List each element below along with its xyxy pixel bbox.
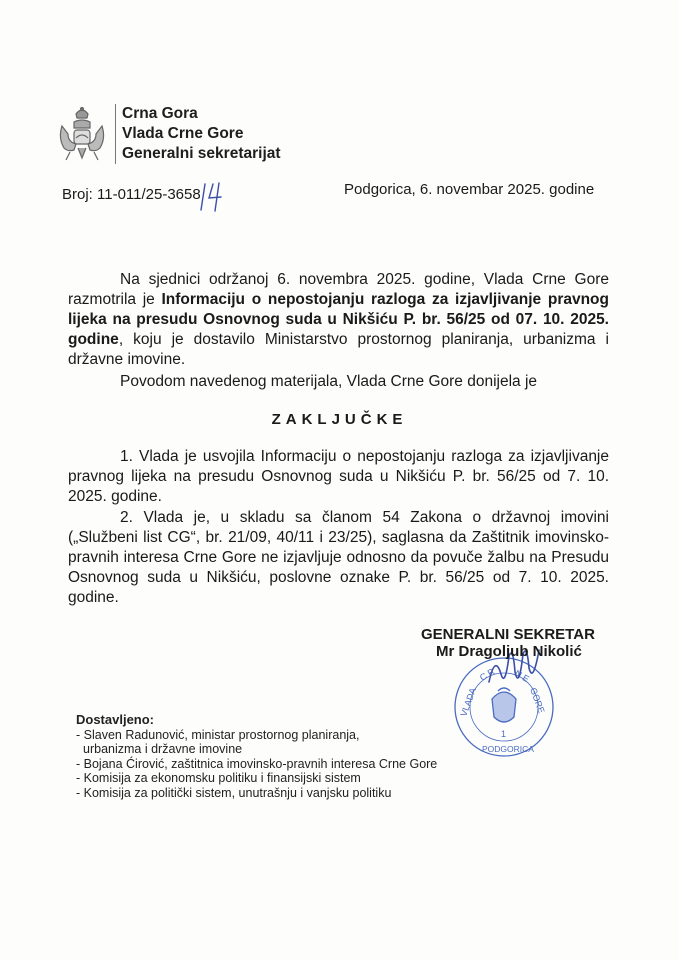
distribution-item-continued: urbanizma i državne imovine: [83, 742, 243, 756]
distribution-title: Dostavljeno:: [76, 712, 155, 727]
place-and-date: Podgorica, 6. novembar 2025. godine: [344, 181, 595, 198]
svg-text:1: 1: [501, 729, 507, 739]
svg-text:N E: N E: [513, 668, 532, 685]
distribution-list: [76, 713, 437, 800]
conclusion-item: [68, 447, 609, 507]
header-divider: [115, 104, 116, 164]
distribution-item: - Slaven Radunović, ministar prostornog planiranja,: [76, 727, 360, 742]
conclusion-item: [68, 508, 609, 608]
svg-text:GORE: GORE: [528, 686, 547, 715]
conclusion-text: 2. Vlada je, u skladu sa članom 54 Zakona o državnoj imovini („Službeni list CG“, br. 21/09, 40/11 i 23/25), saglasna da Zaštitnik imovinsko-pravnih interesa Crne Gore ne izjavljuje odnosno da povuče žalbu na Presudu Osnovnog suda u Nikšiću, poslovne oznake P. br. 56/25 od 7. 10. 2025. godine.: [68, 509, 609, 606]
decision-paragraph: [68, 372, 609, 392]
intro-subject: Informaciju o nepostojanju razloga za izjavljivanje pravnog lijeka na presudu Osnovnog suda u Nikšiću P. br. 56/25 od 07. 10. 2025. godine: [68, 291, 609, 348]
decision-text: Povodom navedenog materijala, Vlada Crne Gore donijela je: [120, 373, 538, 390]
institution-header: [122, 104, 281, 164]
svg-text:VLADA: VLADA: [458, 686, 478, 718]
signatory-name: Mr Dragoljub Nikolić: [436, 643, 582, 660]
handwritten-suffix-icon: [199, 180, 225, 212]
distribution-item: - Bojana Ćirović, zaštitnica imovinsko-pravnih interesa Crne Gore: [76, 756, 438, 771]
montenegro-coat-of-arms-icon: [56, 104, 108, 164]
distribution-item: - Komisija za ekonomsku politiku i finansijski sistem: [76, 771, 361, 785]
svg-text:C R: C R: [478, 666, 497, 683]
header-department: Generalni sekretarijat: [122, 145, 281, 162]
intro-paragraph: [68, 270, 609, 370]
distribution-item: - Komisija za politički sistem, unutrašnju i vanjsku politiku: [76, 785, 392, 800]
conclusions-heading: ZAKLJUČKE: [271, 411, 408, 428]
reference-number: Broj: 11-011/25-3658: [62, 186, 201, 203]
conclusion-text: 1. Vlada je usvojila Informaciju o nepostojanju razloga za izjavljivanje pravnog lijeka na presudu Osnovnog suda u Nikšiću P. br. 56/25 od 7. 10. 2025. godine.: [68, 448, 609, 505]
header-country: Crna Gora: [122, 105, 198, 122]
header-government: Vlada Crne Gore: [122, 125, 244, 142]
svg-text:PODGORICA: PODGORICA: [482, 744, 534, 754]
intro-tail: , koju je dostavilo Ministarstvo prostornog planiranja, urbanizma i državne imovine.: [68, 331, 609, 368]
intro-lead: Na sjednici održanoj 6. novembra 2025. godine, Vlada Crne Gore razmotrila je: [68, 271, 609, 308]
signatory-title: GENERALNI SEKRETAR: [421, 626, 595, 643]
